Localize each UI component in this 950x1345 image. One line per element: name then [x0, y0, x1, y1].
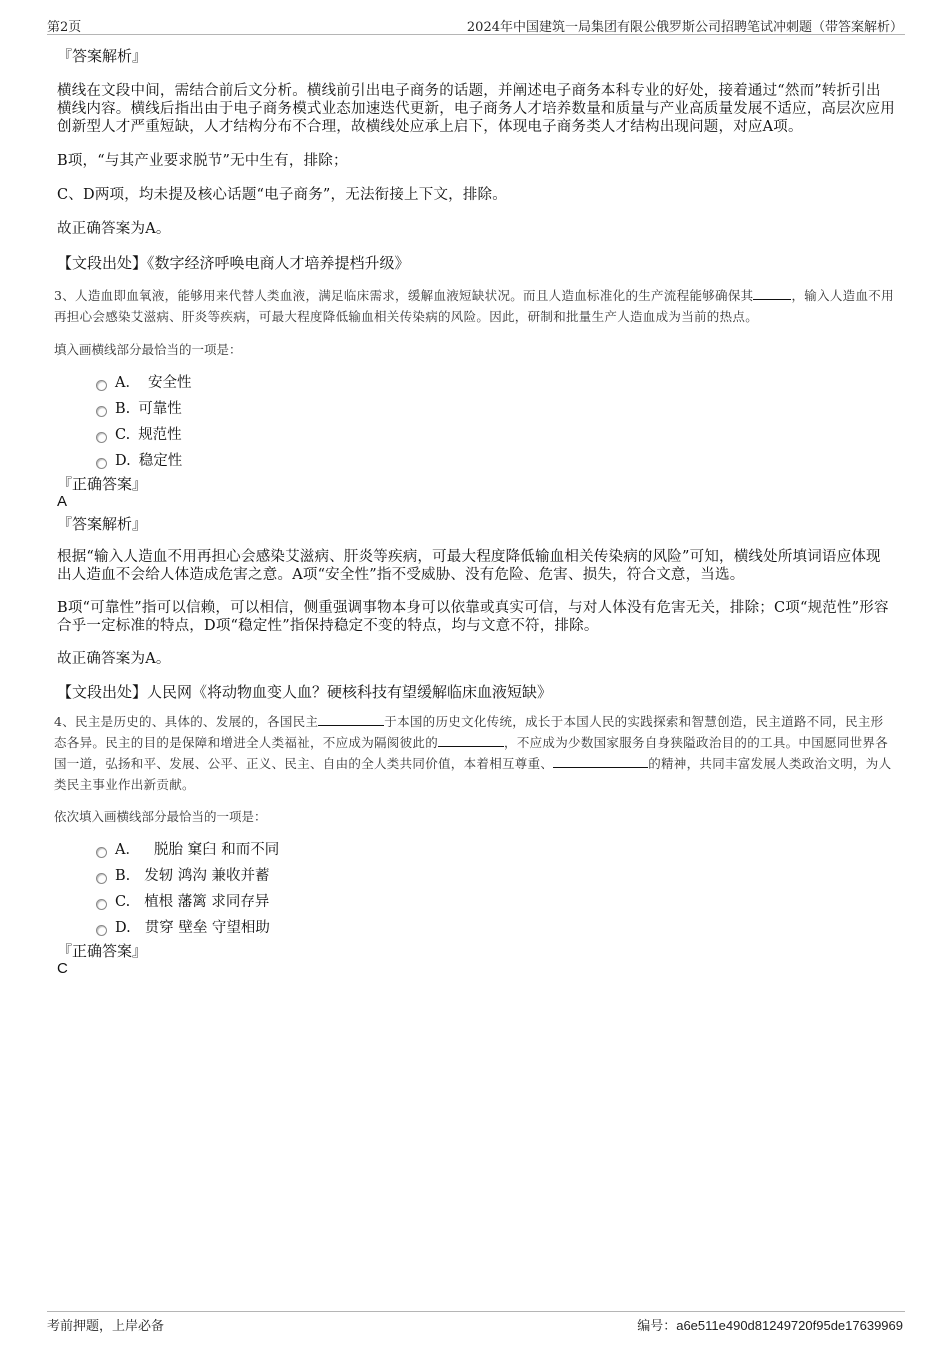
radio-icon[interactable] — [96, 458, 107, 469]
q3-options — [57, 373, 895, 477]
q4-blank-2 — [438, 734, 504, 747]
radio-icon[interactable] — [96, 432, 107, 443]
q3-analysis-p2: B项“可靠性”指可以信赖，可以相信，侧重强调事物本身可以依靠或真实可信，与对人体没有危害无关，排除；C项“规范性”形容合乎一定标准的特点，D项“稳定性”指保持稳定不变的特点，均与文意不符，排除。 — [57, 600, 889, 634]
q4-options — [57, 840, 895, 944]
q2-analysis-p1: 横线在文段中间，需结合前后文分析。横线前引出电子商务的话题，并阐述电子商务本科专业的好处，接着通过“然而”转折引出横线内容。横线后指出由于电子商务模式业态加速迭代更新，电子商务人才培养数量和质量与产业高质量发展不适应，高层次应用创新型人才严重短缺，人才结构分布不合理，故横线处应承上启下，体现电子商务类人才结构出现问题，对应A项。 — [57, 83, 895, 135]
q3-blank — [753, 287, 791, 300]
q3-option-d[interactable]: D. 稳定性 — [57, 451, 895, 477]
radio-icon[interactable] — [96, 899, 107, 910]
q4-prompt: 依次填入画横线部分最恰当的一项是： — [54, 809, 267, 824]
q3-correct-heading: 『正确答案』 — [57, 475, 148, 493]
q3-source: 【文段出处】人民网《将动物血变人血？硬核科技有望缓解临床血液短缺》 — [57, 683, 553, 701]
q4-option-d[interactable]: D. 贯穿 壁垒 守望相助 — [57, 918, 895, 944]
q4-option-c[interactable]: C. 植根 藩篱 求同存异 — [57, 892, 895, 918]
document-title: 2024年中国建筑一局集团有限公俄罗斯公司招聘笔试冲刺题（带答案解析） — [466, 20, 903, 35]
q3-option-c[interactable]: C. 规范性 — [57, 425, 895, 451]
q4-option-a[interactable]: A． 脱胎 窠臼 和而不同 — [57, 840, 895, 866]
q3-analysis-p1: 根据“输入人造血不用再担心会感染艾滋病、肝炎等疾病，可最大程度降低输血相关传染病的风险”可知，横线处所填词语应体现出人造血不会给人体造成危害之意。A项“安全性”指不受威胁、没有危险、危害、损失，符合文意，当选。 — [57, 549, 881, 583]
q3-analysis-p3: 故正确答案为A。 — [57, 651, 171, 667]
q4-question-text: 4、民主是历史的、具体的、发展的，各国民主 于本国的历史文化传统，成长于本国人民的实践探索和智慧创造，民主道路不同，民主形态各异。民主的目的是保障和增进全人类福祉，不应成为隔阂彼此的 ，不应成为少数国家服务自身狭隘政治目的的工具。中国愿同世界各国一道，弘扬和平、发展、公平、正义、民主、自由的全人类共同价值，本着相互尊重、 的精神，共同丰富发展人类政治文明，为人类民主事业作出新贡献。 — [54, 714, 892, 792]
q2-source: 【文段出处】《数字经济呼唤电商人才培养提档升级》 — [57, 254, 410, 272]
page-header — [47, 12, 905, 35]
radio-icon[interactable] — [96, 380, 107, 391]
q3-prompt: 填入画横线部分最恰当的一项是： — [54, 342, 242, 357]
q2-analysis-p3: C、D两项，均未提及核心话题“电子商务”，无法衔接上下文，排除。 — [57, 187, 507, 203]
q2-analysis-p4: 故正确答案为A。 — [57, 221, 171, 237]
document-content — [54, 44, 895, 978]
q4-blank-3 — [553, 755, 648, 768]
q3-option-b[interactable]: B. 可靠性 — [57, 399, 895, 425]
footer-code-value: a6e511e490d81249720f95de17639969 — [676, 1318, 903, 1333]
q2-analysis-heading: 『答案解析』 — [57, 47, 148, 65]
radio-icon[interactable] — [96, 406, 107, 417]
q3-option-a[interactable]: A． 安全性 — [57, 373, 895, 399]
radio-icon[interactable] — [96, 847, 107, 858]
radio-icon[interactable] — [96, 925, 107, 936]
q3-analysis-heading: 『答案解析』 — [57, 515, 148, 533]
page-footer — [47, 1311, 905, 1336]
radio-icon[interactable] — [96, 873, 107, 884]
q4-correct-heading: 『正确答案』 — [57, 942, 148, 960]
footer-code-label: 编号： — [637, 1319, 677, 1334]
q4-blank-1 — [318, 713, 384, 726]
page-number: 第2页 — [47, 20, 82, 35]
footer-code — [637, 1315, 903, 1334]
q2-analysis-p2: B项，“与其产业要求脱节”无中生有，排除； — [57, 153, 348, 169]
q3-answer: A — [57, 493, 68, 510]
footer-slogan: 考前押题，上岸必备 — [47, 1319, 165, 1334]
q4-option-b[interactable]: B. 发轫 鸿沟 兼收并蓄 — [57, 866, 895, 892]
q3-question-text: 3、人造血即血氧液，能够用来代替人类血液，满足临床需求，缓解血液短缺状况。而且人造血标准化的生产流程能够确保其 ，输入人造血不用再担心会感染艾滋病、肝炎等疾病，可最大程度降低输血相关传染病的风险。因此，研制和批量生产人造血成为当前的热点。 — [54, 288, 894, 324]
q4-answer: C — [57, 960, 68, 977]
